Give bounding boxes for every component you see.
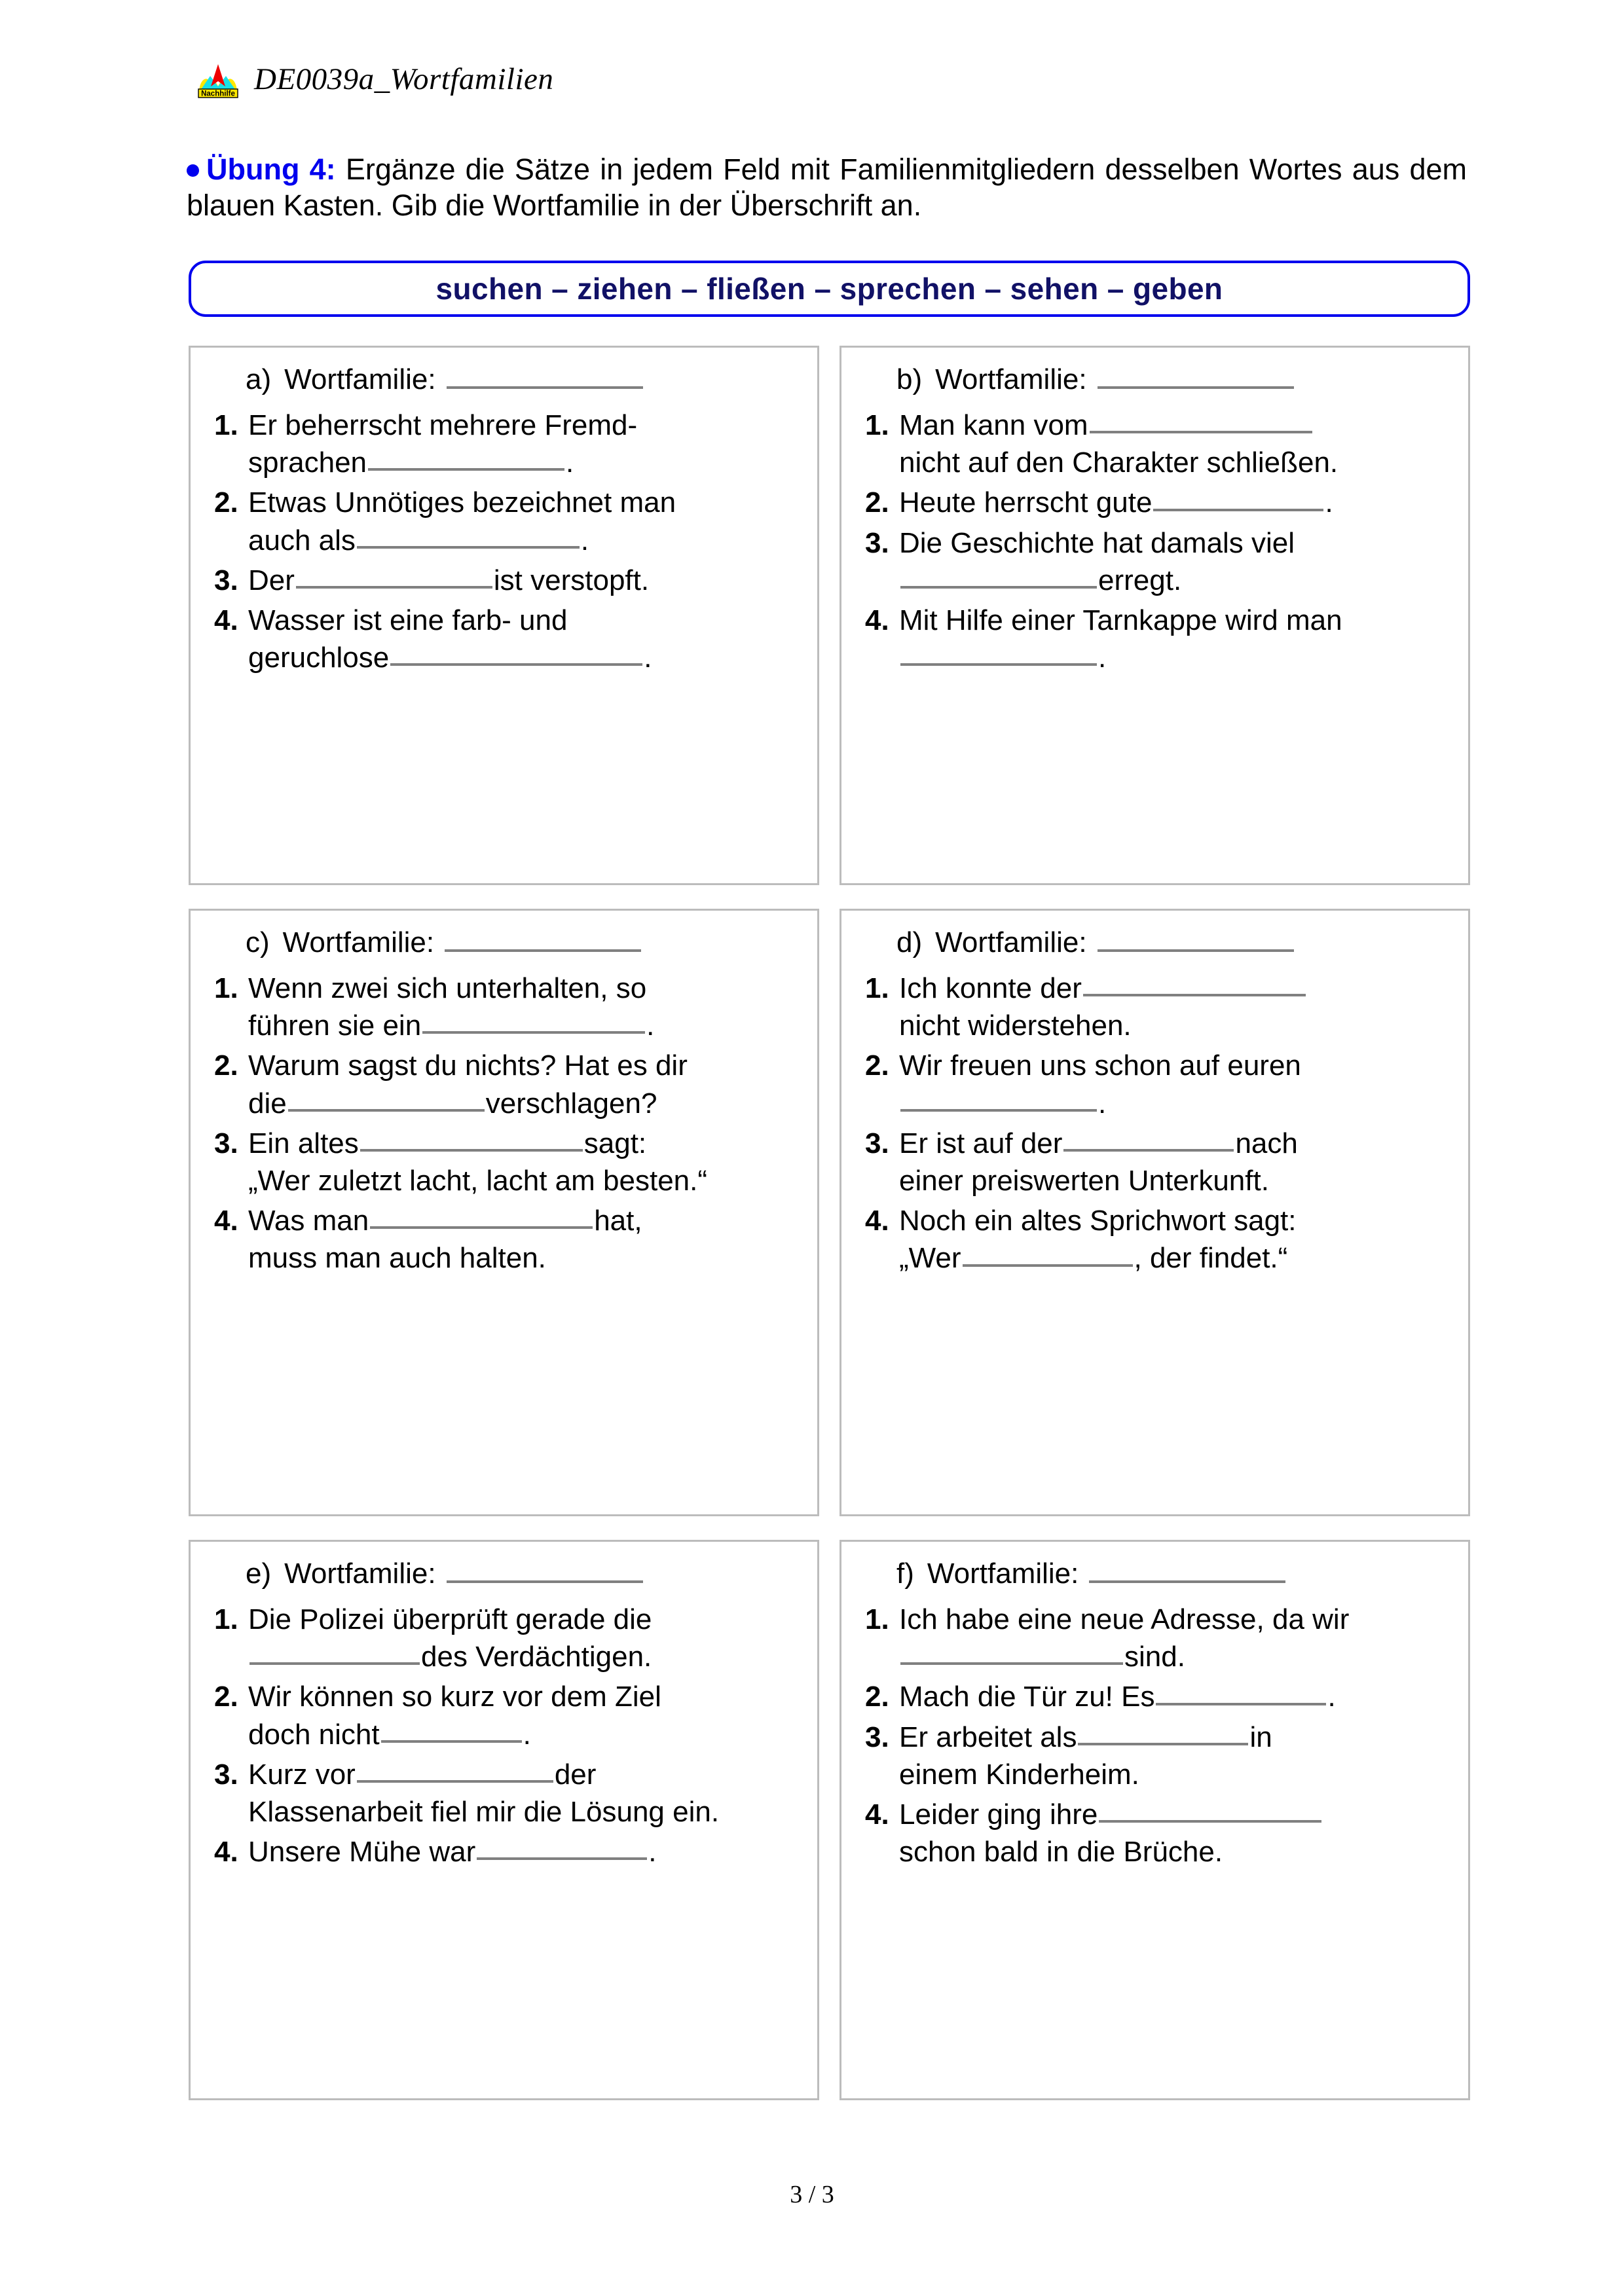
item-line: Heute herrscht gute <box>899 486 1153 519</box>
item-line: des Verdächtigen. <box>421 1641 652 1673</box>
item-number: 4. <box>865 1205 889 1237</box>
item-line: die <box>248 1087 287 1120</box>
item-line: . <box>646 1010 655 1042</box>
answer-blank[interactable] <box>1063 1149 1234 1152</box>
item-number: 3. <box>214 564 238 596</box>
item-line: Ich habe eine neue Adresse, da wir <box>899 1603 1350 1635</box>
item-line: . <box>523 1718 531 1751</box>
item-line: in <box>1249 1721 1272 1753</box>
box-f-letter: f) <box>896 1558 914 1590</box>
list-item <box>208 1125 800 1199</box>
answer-blank[interactable] <box>390 663 642 666</box>
item-line: Etwas Unnötiges bezeichnet man <box>248 486 676 519</box>
list-item <box>208 407 800 481</box>
list-item <box>858 602 1451 676</box>
item-line: , der findet.“ <box>1134 1242 1288 1275</box>
item-line: . <box>648 1836 657 1868</box>
item-number: 1. <box>214 972 238 1004</box>
item-line: hat, <box>594 1205 642 1237</box>
list-item <box>858 1047 1451 1121</box>
answer-blank[interactable] <box>370 1226 593 1229</box>
answer-blank[interactable] <box>1083 994 1306 996</box>
item-line: schon bald in die Brüche. <box>899 1836 1223 1868</box>
box-a-label: Wortfamilie: <box>284 363 436 395</box>
list-item <box>208 1678 800 1753</box>
item-line: Mit Hilfe einer Tarnkappe wird man <box>899 604 1342 636</box>
item-number: 2. <box>865 486 889 519</box>
item-number: 3. <box>214 1127 238 1159</box>
document-title: DE0039a_Wortfamilien <box>254 62 554 96</box>
answer-blank[interactable] <box>288 1109 485 1112</box>
list-item <box>208 1756 800 1831</box>
answer-blank[interactable] <box>357 1780 553 1783</box>
item-number: 4. <box>214 1205 238 1237</box>
box-c-family-blank[interactable] <box>445 949 641 952</box>
item-number: 2. <box>865 1681 889 1713</box>
item-line: sind. <box>1124 1641 1185 1673</box>
item-line: Klassenarbeit fiel mir die Lösung ein. <box>248 1795 720 1828</box>
box-f-question-list <box>858 1601 1451 1870</box>
item-line: Wir können so kurz vor dem Ziel <box>248 1681 661 1713</box>
instruction-paragraph <box>187 152 1467 224</box>
box-row-1 <box>189 346 1470 885</box>
box-a-heading <box>208 363 800 396</box>
list-item <box>208 602 800 676</box>
item-line: nicht widerstehen. <box>899 1010 1132 1042</box>
item-line: doch nicht <box>248 1718 380 1751</box>
item-number: 2. <box>214 1681 238 1713</box>
exercise-boxes-grid <box>189 346 1470 2100</box>
exercise-box-b <box>840 346 1470 885</box>
item-line: . <box>566 446 574 479</box>
box-f-label: Wortfamilie: <box>927 1558 1079 1590</box>
item-line: „Wer zuletzt lacht, lacht am besten.“ <box>248 1164 708 1197</box>
item-line: Er ist auf der <box>899 1127 1063 1159</box>
word-bank-words: suchen – ziehen – fließen – sprechen – sehen – geben <box>435 272 1223 306</box>
item-number: 4. <box>865 1798 889 1831</box>
item-line: Die Polizei überprüft gerade die <box>248 1603 652 1635</box>
list-item <box>858 1678 1451 1715</box>
box-c-question-list <box>208 970 800 1277</box>
item-number: 2. <box>865 1049 889 1082</box>
list-item <box>208 1047 800 1121</box>
item-number: 3. <box>865 1721 889 1753</box>
answer-blank[interactable] <box>477 1857 647 1860</box>
item-line: auch als <box>248 524 356 556</box>
box-e-letter: e) <box>246 1558 272 1590</box>
list-item <box>208 562 800 599</box>
list-item <box>858 484 1451 521</box>
item-line: Was man <box>248 1205 369 1237</box>
box-f-heading <box>858 1558 1451 1590</box>
box-a-family-blank[interactable] <box>447 386 643 389</box>
item-line: „Wer <box>899 1242 961 1275</box>
item-line: nach <box>1235 1127 1298 1159</box>
item-line: . <box>1098 642 1107 674</box>
answer-blank[interactable] <box>900 1662 1123 1665</box>
item-line: Noch ein altes Sprichwort sagt: <box>899 1205 1297 1237</box>
item-line: Ein altes <box>248 1127 359 1159</box>
answer-blank[interactable] <box>1090 431 1312 433</box>
box-row-2 <box>189 909 1470 1516</box>
item-number: 1. <box>214 1603 238 1635</box>
exercise-box-c <box>189 909 819 1516</box>
item-line: Mach die Tür zu! Es <box>899 1681 1155 1713</box>
box-e-question-list <box>208 1601 800 1870</box>
box-e-heading <box>208 1558 800 1590</box>
box-e-family-blank[interactable] <box>447 1580 643 1583</box>
box-c-label: Wortfamilie: <box>282 926 435 958</box>
page-header <box>196 60 553 98</box>
item-number: 3. <box>865 526 889 559</box>
box-d-question-list <box>858 970 1451 1277</box>
list-item <box>858 1125 1451 1199</box>
exercise-label: Übung 4: <box>206 153 336 186</box>
list-item <box>208 1202 800 1277</box>
item-number: 1. <box>214 409 238 441</box>
box-b-heading <box>858 363 1451 396</box>
box-f-family-blank[interactable] <box>1089 1580 1285 1583</box>
list-item <box>208 484 800 558</box>
box-c-heading <box>208 926 800 959</box>
item-line: Warum sagst du nichts? Hat es dir <box>248 1049 688 1082</box>
item-line: geruchlose <box>248 642 390 674</box>
item-line: Wir freuen uns schon auf euren <box>899 1049 1301 1082</box>
item-number: 4. <box>865 604 889 636</box>
item-line: Wenn zwei sich unterhalten, so <box>248 972 647 1004</box>
item-line: . <box>1098 1087 1107 1120</box>
box-d-family-blank[interactable] <box>1098 949 1294 952</box>
box-e-label: Wortfamilie: <box>284 1558 436 1590</box>
item-number: 3. <box>865 1127 889 1159</box>
item-line: Der <box>248 564 295 596</box>
answer-blank[interactable] <box>900 586 1097 589</box>
item-line: Leider ging ihre <box>899 1798 1098 1831</box>
item-line: nicht auf den Charakter schließen. <box>899 446 1338 479</box>
list-item <box>858 524 1451 599</box>
item-line: der <box>554 1758 597 1791</box>
item-line: sagt: <box>583 1127 647 1159</box>
exercise-box-e <box>189 1540 819 2100</box>
item-line: muss man auch halten. <box>248 1242 546 1275</box>
item-line: . <box>1327 1681 1336 1713</box>
item-number: 4. <box>214 604 238 636</box>
list-item <box>858 1601 1451 1675</box>
item-line: . <box>644 642 652 674</box>
item-number: 3. <box>214 1758 238 1791</box>
box-d-heading <box>858 926 1451 959</box>
list-item <box>858 970 1451 1044</box>
item-number: 2. <box>214 1049 238 1082</box>
list-item <box>208 1601 800 1675</box>
item-line: Kurz vor <box>248 1758 356 1791</box>
instruction-text: Ergänze die Sätze in jedem Feld mit Familienmitgliedern desselben Wortes aus dem blauen Kasten. Gib die Wortfamilie in der Überschrift an. <box>187 153 1467 222</box>
answer-blank[interactable] <box>381 1740 522 1743</box>
item-line: Wasser ist eine farb- und <box>248 604 568 636</box>
list-item <box>858 1202 1451 1277</box>
item-line: führen sie ein <box>248 1010 422 1042</box>
box-b-letter: b) <box>896 363 923 395</box>
item-line: verschlagen? <box>485 1087 657 1120</box>
list-item <box>858 1719 1451 1793</box>
item-number: 2. <box>214 486 238 519</box>
box-row-3 <box>189 1540 1470 2100</box>
item-line: Er beherrscht mehrere Fremd- <box>248 409 638 441</box>
item-number: 1. <box>865 972 889 1004</box>
answer-blank[interactable] <box>1078 1743 1248 1745</box>
item-line: . <box>580 524 589 556</box>
answer-blank[interactable] <box>249 1662 420 1665</box>
box-a-letter: a) <box>246 363 272 395</box>
list-item <box>208 1833 800 1870</box>
answer-blank[interactable] <box>963 1264 1133 1267</box>
box-b-family-blank[interactable] <box>1098 386 1294 389</box>
box-b-question-list <box>858 407 1451 676</box>
item-number: 1. <box>865 409 889 441</box>
item-line: Man kann vom <box>899 409 1088 441</box>
svg-text:Nachhilfe: Nachhilfe <box>201 90 235 98</box>
item-line: Die Geschichte hat damals viel <box>899 526 1295 559</box>
item-line: Ich konnte der <box>899 972 1082 1004</box>
answer-blank[interactable] <box>296 586 492 589</box>
box-a-question-list <box>208 407 800 676</box>
item-number: 1. <box>865 1603 889 1635</box>
item-line: Er arbeitet als <box>899 1721 1077 1753</box>
box-c-letter: c) <box>246 926 270 958</box>
item-line: ist verstopft. <box>493 564 650 596</box>
nachhilfe-logo-icon <box>196 60 240 98</box>
answer-blank[interactable] <box>1156 1703 1326 1705</box>
item-line: . <box>1325 486 1333 519</box>
answer-blank[interactable] <box>360 1149 583 1152</box>
exercise-box-d <box>840 909 1470 1516</box>
answer-blank[interactable] <box>422 1031 645 1034</box>
item-number: 4. <box>214 1836 238 1868</box>
exercise-box-a <box>189 346 819 885</box>
box-d-letter: d) <box>896 926 923 958</box>
page-footer: 3 / 3 <box>790 2181 834 2208</box>
list-item <box>858 407 1451 481</box>
answer-blank[interactable] <box>368 468 564 471</box>
word-bank-box <box>189 261 1470 317</box>
answer-blank[interactable] <box>357 546 580 549</box>
answer-blank[interactable] <box>1099 1820 1321 1823</box>
list-item <box>858 1796 1451 1870</box>
answer-blank[interactable] <box>900 1109 1097 1112</box>
box-b-label: Wortfamilie: <box>935 363 1087 395</box>
box-d-label: Wortfamilie: <box>935 926 1087 958</box>
exercise-box-f <box>840 1540 1470 2100</box>
answer-blank[interactable] <box>900 663 1097 666</box>
item-line: Unsere Mühe war <box>248 1836 476 1868</box>
item-line: sprachen <box>248 446 367 479</box>
item-line: einem Kinderheim. <box>899 1758 1139 1791</box>
item-line: erregt. <box>1098 564 1182 596</box>
bullet-icon <box>187 164 199 177</box>
item-line: einer preiswerten Unterkunft. <box>899 1164 1269 1197</box>
answer-blank[interactable] <box>1153 509 1323 511</box>
list-item <box>208 970 800 1044</box>
